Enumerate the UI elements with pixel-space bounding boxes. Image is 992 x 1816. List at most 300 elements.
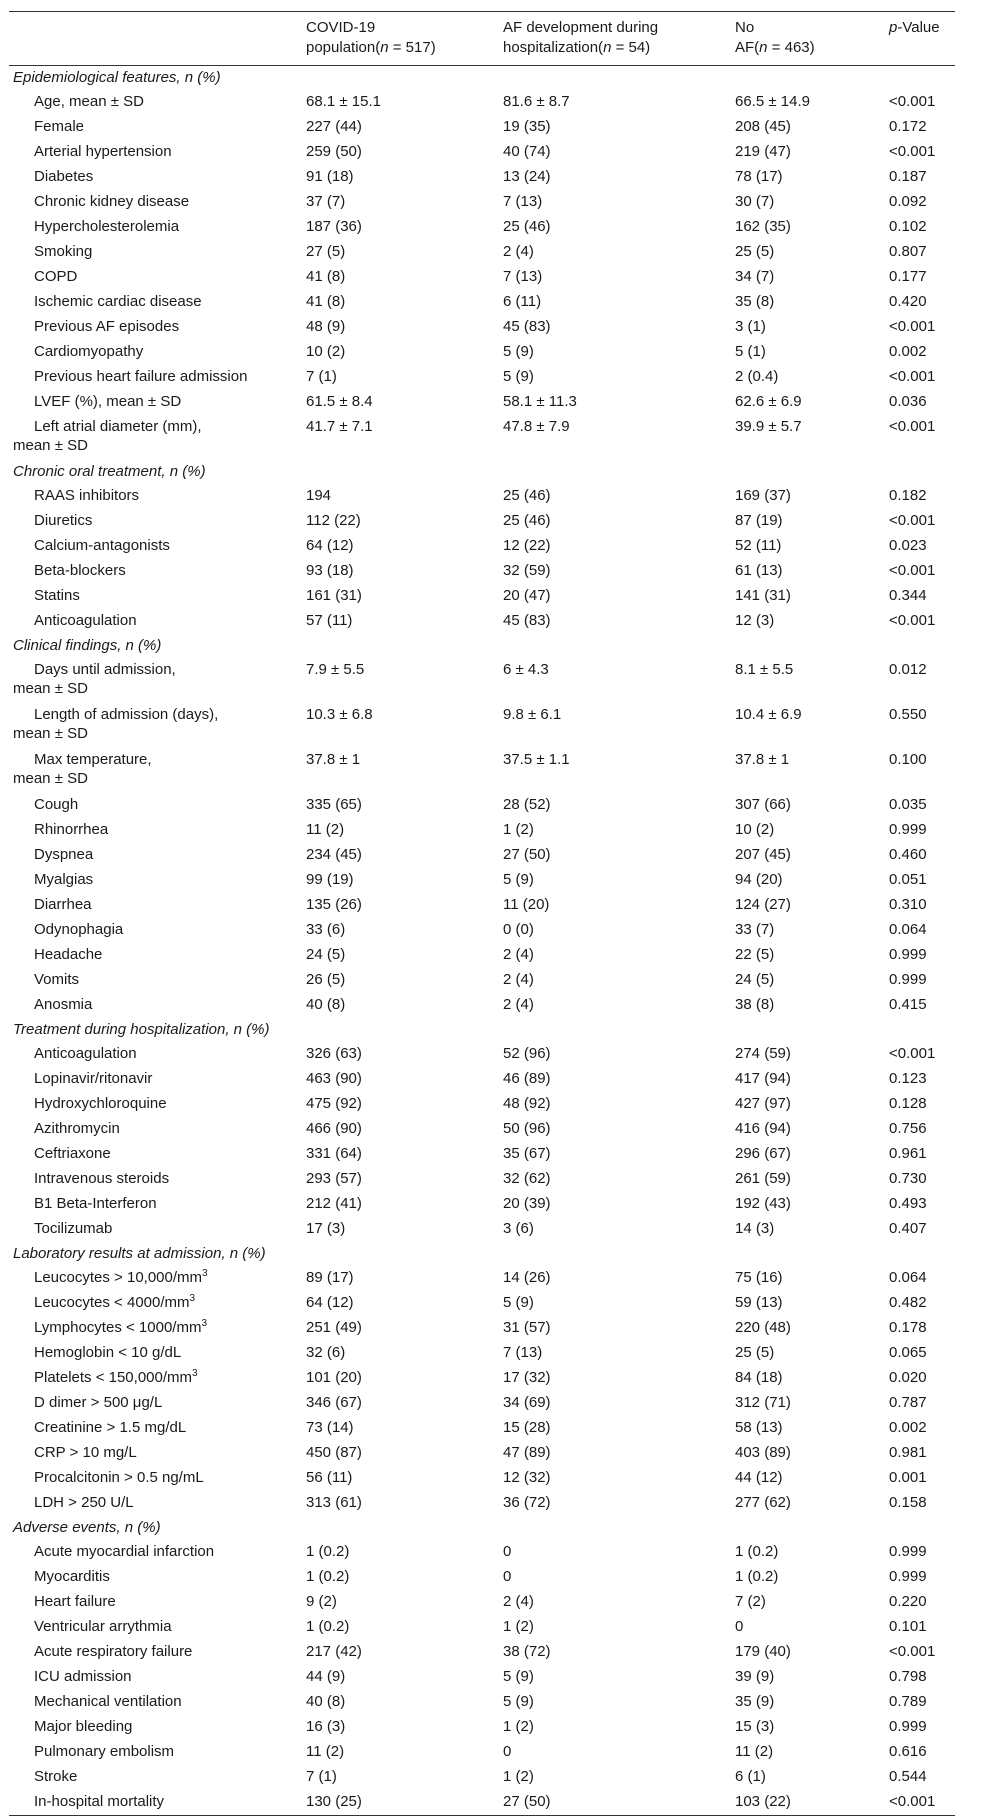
cell-p-value: 0.999 [889, 1718, 927, 1735]
row-label [9, 484, 302, 509]
cell-no-af: 179 (40) [735, 1643, 791, 1660]
row-label [9, 748, 302, 793]
table-row [9, 1441, 955, 1466]
cell-covid-population: 32 (6) [306, 1344, 346, 1361]
table-row [9, 1217, 955, 1242]
cell-p-value: 0.123 [889, 1070, 927, 1087]
row-label-text: Major bleeding [34, 1718, 133, 1735]
cell-no-af: 162 (35) [735, 218, 791, 235]
row-label-text: Heart failure [34, 1593, 116, 1610]
table-row [9, 1640, 955, 1665]
cell-no-af: 220 (48) [735, 1319, 791, 1336]
row-label-text: Headache [34, 946, 103, 963]
table-row [9, 1291, 955, 1316]
cell-p-value: 0.064 [889, 921, 927, 938]
table-row [9, 1715, 955, 1740]
cell-p-value: 0.730 [889, 1170, 927, 1187]
row-label-text: Leucocytes > 10,000/mm [34, 1269, 203, 1286]
section-header-row [9, 1018, 955, 1042]
cell-no-af: 84 (18) [735, 1369, 783, 1386]
cell-covid-population: 73 (14) [306, 1419, 354, 1436]
cell-p-value: 0.172 [889, 118, 927, 135]
table-container [9, 11, 955, 1816]
row-label-text: Left atrial diameter (mm), [34, 418, 202, 435]
row-label-text: Vomits [34, 971, 80, 988]
row-label-text: Age, mean ± SD [34, 93, 144, 110]
cell-no-af: 39 (9) [735, 1668, 775, 1685]
cell-covid-population: 57 (11) [306, 612, 353, 629]
cell-no-af: 1 (0.2) [735, 1568, 779, 1585]
row-label-text: Diabetes [34, 168, 94, 185]
cell-no-af: 277 (62) [735, 1494, 791, 1511]
cell-no-af: 33 (7) [735, 921, 775, 938]
row-label-text: Acute myocardial infarction [34, 1543, 215, 1560]
table-row [9, 1316, 955, 1341]
table-row [9, 943, 955, 968]
section-header-row [9, 66, 955, 91]
row-label [9, 415, 302, 460]
row-label [9, 509, 302, 534]
cell-af-development: 19 (35) [503, 118, 551, 135]
cell-covid-population: 26 (5) [306, 971, 346, 988]
row-label-text: Anosmia [34, 996, 93, 1013]
cell-p-value: 0.102 [889, 218, 927, 235]
cell-no-af: 66.5 ± 14.9 [735, 93, 810, 110]
row-label [9, 893, 302, 918]
header-p-value: p-Value [885, 12, 955, 66]
cell-covid-population: 194 [306, 487, 332, 504]
table-row [9, 290, 955, 315]
cell-af-development: 1 (2) [503, 1718, 534, 1735]
row-label-text: Diarrhea [34, 896, 92, 913]
row-label-text: RAAS inhibitors [34, 487, 140, 504]
cell-af-development: 2 (4) [503, 946, 534, 963]
table-row [9, 584, 955, 609]
cell-covid-population: 7.9 ± 5.5 [306, 661, 365, 678]
row-label-text: Stroke [34, 1768, 78, 1785]
table-row [9, 315, 955, 340]
cell-p-value: 0.961 [889, 1145, 927, 1162]
cell-p-value: <0.001 [889, 1643, 936, 1660]
table-row [9, 390, 955, 415]
table-row [9, 265, 955, 290]
header-row [9, 12, 955, 66]
cell-p-value: 0.493 [889, 1195, 927, 1212]
section-header-row [9, 460, 955, 484]
row-label-text: Rhinorrhea [34, 821, 109, 838]
cell-no-af: 8.1 ± 5.5 [735, 661, 794, 678]
cell-af-development: 17 (32) [503, 1369, 551, 1386]
cell-covid-population: 187 (36) [306, 218, 362, 235]
row-label [9, 818, 302, 843]
row-label [9, 215, 302, 240]
cell-af-development: 20 (39) [503, 1195, 551, 1212]
unit-superscript: 3 [202, 1268, 208, 1279]
cell-covid-population: 99 (19) [306, 871, 354, 888]
row-label [9, 390, 302, 415]
cell-covid-population: 61.5 ± 8.4 [306, 393, 373, 410]
cell-af-development: 32 (62) [503, 1170, 551, 1187]
row-label-text: COPD [34, 268, 78, 285]
cell-p-value: 0.344 [889, 587, 927, 604]
cell-p-value: 0.415 [889, 996, 927, 1013]
table-row [9, 484, 955, 509]
cell-no-af: 62.6 ± 6.9 [735, 393, 802, 410]
cell-no-af: 44 (12) [735, 1469, 783, 1486]
row-label [9, 1640, 302, 1665]
cell-p-value: 0.012 [889, 661, 927, 678]
table-row [9, 534, 955, 559]
cell-af-development: 14 (26) [503, 1269, 551, 1286]
cell-af-development: 12 (22) [503, 537, 551, 554]
row-label [9, 843, 302, 868]
cell-covid-population: 11 (2) [306, 1743, 345, 1760]
row-label [9, 658, 302, 703]
cell-no-af: 427 (97) [735, 1095, 791, 1112]
row-label-text: Cough [34, 796, 79, 813]
cell-af-development: 7 (13) [503, 268, 543, 285]
row-label [9, 1341, 302, 1366]
cell-no-af: 6 (1) [735, 1768, 766, 1785]
cell-p-value: 0.220 [889, 1593, 927, 1610]
cell-af-development: 1 (2) [503, 821, 534, 838]
cell-p-value: 0.128 [889, 1095, 927, 1112]
section-title: Laboratory results at admission, n (%) [13, 1245, 266, 1262]
cell-p-value: 0.035 [889, 796, 927, 813]
cell-no-af: 58 (13) [735, 1419, 783, 1436]
cell-no-af: 261 (59) [735, 1170, 791, 1187]
cell-no-af: 25 (5) [735, 243, 775, 260]
cell-no-af: 11 (2) [735, 1743, 774, 1760]
cell-covid-population: 37 (7) [306, 193, 346, 210]
table-row [9, 140, 955, 165]
cell-no-af: 0 [735, 1618, 744, 1635]
row-label [9, 1266, 302, 1291]
row-label-text: Hemoglobin < 10 g/dL [34, 1344, 182, 1361]
table-row [9, 90, 955, 115]
cell-af-development: 2 (4) [503, 971, 534, 988]
row-label [9, 703, 302, 748]
cell-covid-population: 64 (12) [306, 1294, 354, 1311]
cell-p-value: <0.001 [889, 562, 936, 579]
cell-no-af: 78 (17) [735, 168, 783, 185]
row-label [9, 1565, 302, 1590]
cell-no-af: 37.8 ± 1 [735, 751, 790, 768]
characteristics-table [9, 11, 955, 1816]
cell-p-value: 0.158 [889, 1494, 927, 1511]
cell-p-value: 0.999 [889, 1568, 927, 1585]
cell-no-af: 14 (3) [735, 1220, 775, 1237]
section-title: Adverse events, n (%) [13, 1519, 161, 1536]
cell-covid-population: 41 (8) [306, 293, 346, 310]
cell-af-development: 7 (13) [503, 1344, 543, 1361]
row-label-text: Days until admission, [34, 661, 176, 678]
cell-p-value: 0.023 [889, 537, 927, 554]
header-af-development: AF development during hospitalization(n = 54) [499, 12, 731, 66]
row-label-continuation: mean ± SD [13, 437, 88, 454]
cell-covid-population: 101 (20) [306, 1369, 362, 1386]
row-label-text: Cardiomyopathy [34, 343, 144, 360]
cell-covid-population: 10.3 ± 6.8 [306, 706, 373, 723]
cell-no-af: 34 (7) [735, 268, 775, 285]
cell-af-development: 47.8 ± 7.9 [503, 418, 570, 435]
table-row [9, 1416, 955, 1441]
cell-af-development: 9.8 ± 6.1 [503, 706, 562, 723]
cell-covid-population: 27 (5) [306, 243, 346, 260]
cell-covid-population: 40 (8) [306, 996, 346, 1013]
cell-no-af: 3 (1) [735, 318, 766, 335]
cell-af-development: 34 (69) [503, 1394, 551, 1411]
cell-af-development: 25 (46) [503, 218, 551, 235]
table-row [9, 1790, 955, 1816]
row-label-text: Ischemic cardiac disease [34, 293, 202, 310]
cell-af-development: 36 (72) [503, 1494, 551, 1511]
cell-p-value: 0.051 [889, 871, 927, 888]
table-row [9, 415, 955, 460]
cell-covid-population: 135 (26) [306, 896, 362, 913]
cell-no-af: 7 (2) [735, 1593, 766, 1610]
cell-af-development: 58.1 ± 11.3 [503, 393, 577, 410]
cell-covid-population: 48 (9) [306, 318, 346, 335]
cell-af-development: 12 (32) [503, 1469, 551, 1486]
cell-covid-population: 335 (65) [306, 796, 362, 813]
row-label [9, 115, 302, 140]
cell-no-af: 403 (89) [735, 1444, 791, 1461]
cell-af-development: 27 (50) [499, 1790, 731, 1816]
cell-p-value: 0.065 [889, 1344, 927, 1361]
cell-p-value: 0.999 [889, 971, 927, 988]
row-label [9, 1590, 302, 1615]
cell-covid-population: 64 (12) [306, 537, 354, 554]
table-row [9, 340, 955, 365]
cell-p-value: 0.182 [889, 487, 927, 504]
cell-no-af: 103 (22) [731, 1790, 885, 1816]
row-label-text: Beta-blockers [34, 562, 126, 579]
row-label-text: Smoking [34, 243, 93, 260]
cell-af-development: 11 (20) [503, 896, 550, 913]
cell-covid-population: 56 (11) [306, 1469, 353, 1486]
table-row [9, 703, 955, 748]
cell-af-development: 2 (4) [503, 243, 534, 260]
row-label [9, 1092, 302, 1117]
cell-af-development: 50 (96) [503, 1120, 551, 1137]
table-row [9, 1142, 955, 1167]
row-label [9, 1491, 302, 1516]
cell-covid-population: 91 (18) [306, 168, 354, 185]
table-row [9, 918, 955, 943]
cell-p-value: 0.789 [889, 1693, 927, 1710]
cell-no-af: 10 (2) [735, 821, 775, 838]
header-feature [9, 12, 302, 66]
cell-af-development: 20 (47) [503, 587, 551, 604]
cell-p-value: 0.310 [889, 896, 927, 913]
cell-af-development: 48 (92) [503, 1095, 551, 1112]
table-row [9, 793, 955, 818]
cell-af-development: 37.5 ± 1.1 [503, 751, 570, 768]
table-body [9, 66, 955, 1816]
cell-af-development: 6 (11) [503, 293, 542, 310]
cell-af-development: 3 (6) [503, 1220, 534, 1237]
row-label [9, 534, 302, 559]
row-label [9, 1117, 302, 1142]
cell-af-development: 32 (59) [503, 562, 551, 579]
cell-p-value: 0.036 [889, 393, 927, 410]
table-row [9, 748, 955, 793]
row-label-text: Hypercholesterolemia [34, 218, 180, 235]
row-label [9, 559, 302, 584]
cell-no-af: 24 (5) [735, 971, 775, 988]
row-label-text: Azithromycin [34, 1120, 120, 1137]
row-label [9, 868, 302, 893]
row-label [9, 1740, 302, 1765]
cell-no-af: 312 (71) [735, 1394, 791, 1411]
row-label-text: Calcium-antagonists [34, 537, 170, 554]
row-label-text: Chronic kidney disease [34, 193, 190, 210]
row-label [9, 240, 302, 265]
cell-af-development: 40 (74) [503, 143, 551, 160]
row-label-text: Creatinine > 1.5 mg/dL [34, 1419, 187, 1436]
table-row [9, 1366, 955, 1391]
unit-superscript: 3 [201, 1318, 208, 1329]
cell-p-value: 0.420 [889, 293, 927, 310]
row-label [9, 1192, 302, 1217]
cell-af-development: 27 (50) [503, 846, 551, 863]
row-label-text: Platelets < 150,000/mm [34, 1369, 193, 1386]
cell-no-af: 39.9 ± 5.7 [735, 418, 802, 435]
cell-p-value: 0.407 [889, 1220, 927, 1237]
row-label-text: Arterial hypertension [34, 143, 172, 160]
cell-covid-population: 463 (90) [306, 1070, 362, 1087]
row-label [9, 1790, 302, 1816]
row-label [9, 1316, 302, 1341]
cell-p-value: 0.002 [889, 343, 927, 360]
cell-p-value: 0.999 [889, 946, 927, 963]
table-row [9, 1266, 955, 1291]
table-row [9, 1690, 955, 1715]
row-label-continuation: mean ± SD [13, 680, 88, 697]
cell-p-value: 0.807 [889, 243, 927, 260]
table-row [9, 1491, 955, 1516]
cell-p-value: 0.787 [889, 1394, 927, 1411]
cell-af-development: 5 (9) [503, 1693, 534, 1710]
cell-p-value: 0.178 [889, 1319, 927, 1336]
cell-covid-population: 293 (57) [306, 1170, 362, 1187]
cell-no-af: 192 (43) [735, 1195, 791, 1212]
row-label [9, 1765, 302, 1790]
row-label [9, 993, 302, 1018]
table-row [9, 993, 955, 1018]
cell-af-development: 46 (89) [503, 1070, 551, 1087]
row-label [9, 918, 302, 943]
row-label [9, 1042, 302, 1067]
cell-covid-population: 7 (1) [306, 1768, 337, 1785]
cell-af-development: 25 (46) [503, 487, 551, 504]
row-label [9, 793, 302, 818]
cell-no-af: 35 (8) [735, 293, 775, 310]
table-row [9, 1665, 955, 1690]
cell-af-development: 38 (72) [503, 1643, 551, 1660]
cell-no-af: 417 (94) [735, 1070, 791, 1087]
row-label [9, 140, 302, 165]
cell-covid-population: 112 (22) [306, 512, 361, 529]
table-row [9, 1341, 955, 1366]
row-label [9, 943, 302, 968]
cell-covid-population: 450 (87) [306, 1444, 362, 1461]
table-row [9, 1740, 955, 1765]
cell-af-development: 0 (0) [503, 921, 534, 938]
cell-af-development: 45 (83) [503, 612, 551, 629]
cell-p-value: 0.020 [889, 1369, 927, 1386]
row-label [9, 365, 302, 390]
row-label-text: ICU admission [34, 1668, 132, 1685]
section-header-row [9, 1242, 955, 1266]
cell-no-af: 35 (9) [735, 1693, 775, 1710]
row-label [9, 968, 302, 993]
cell-af-development: 13 (24) [503, 168, 551, 185]
cell-no-af: 296 (67) [735, 1145, 791, 1162]
cell-af-development: 0 [503, 1743, 512, 1760]
cell-af-development: 6 ± 4.3 [503, 661, 549, 678]
cell-covid-population: 227 (44) [306, 118, 362, 135]
cell-p-value: 0.002 [889, 1419, 927, 1436]
row-label [9, 1441, 302, 1466]
cell-covid-population: 68.1 ± 15.1 [306, 93, 381, 110]
cell-p-value: <0.001 [889, 143, 936, 160]
cell-p-value: 0.544 [889, 1768, 927, 1785]
row-label [9, 1291, 302, 1316]
table-row [9, 1117, 955, 1142]
cell-p-value: 0.100 [889, 751, 927, 768]
cell-af-development: 25 (46) [503, 512, 551, 529]
cell-covid-population: 1 (0.2) [306, 1618, 350, 1635]
cell-p-value: 0.981 [889, 1444, 927, 1461]
cell-no-af: 307 (66) [735, 796, 791, 813]
row-label [9, 1416, 302, 1441]
cell-af-development: 35 (67) [503, 1145, 551, 1162]
table-row [9, 868, 955, 893]
cell-af-development: 2 (4) [503, 996, 534, 1013]
row-label [9, 609, 302, 634]
row-label [9, 265, 302, 290]
cell-covid-population: 16 (3) [306, 1718, 346, 1735]
cell-covid-population: 161 (31) [306, 587, 362, 604]
cell-p-value: 0.092 [889, 193, 927, 210]
row-label [9, 1466, 302, 1491]
cell-no-af: 274 (59) [735, 1045, 791, 1062]
row-label-text: Acute respiratory failure [34, 1643, 193, 1660]
row-label [9, 290, 302, 315]
row-label-text: D dimer > 500 μg/L [34, 1394, 163, 1411]
row-label-text: Intravenous steroids [34, 1170, 170, 1187]
cell-p-value: 0.177 [889, 268, 927, 285]
cell-no-af: 207 (45) [735, 846, 791, 863]
table-header [9, 12, 955, 66]
cell-af-development: 1 (2) [503, 1768, 534, 1785]
cell-no-af: 15 (3) [735, 1718, 775, 1735]
table-row [9, 240, 955, 265]
cell-covid-population: 251 (49) [306, 1319, 362, 1336]
row-label [9, 165, 302, 190]
cell-no-af: 2 (0.4) [735, 368, 779, 385]
section-header-row [9, 1516, 955, 1540]
table-row [9, 1167, 955, 1192]
table-row [9, 1042, 955, 1067]
cell-p-value: <0.001 [889, 93, 936, 110]
row-label [9, 1217, 302, 1242]
cell-covid-population: 9 (2) [306, 1593, 337, 1610]
cell-p-value: 0.999 [889, 1543, 927, 1560]
cell-p-value: 0.999 [889, 821, 927, 838]
